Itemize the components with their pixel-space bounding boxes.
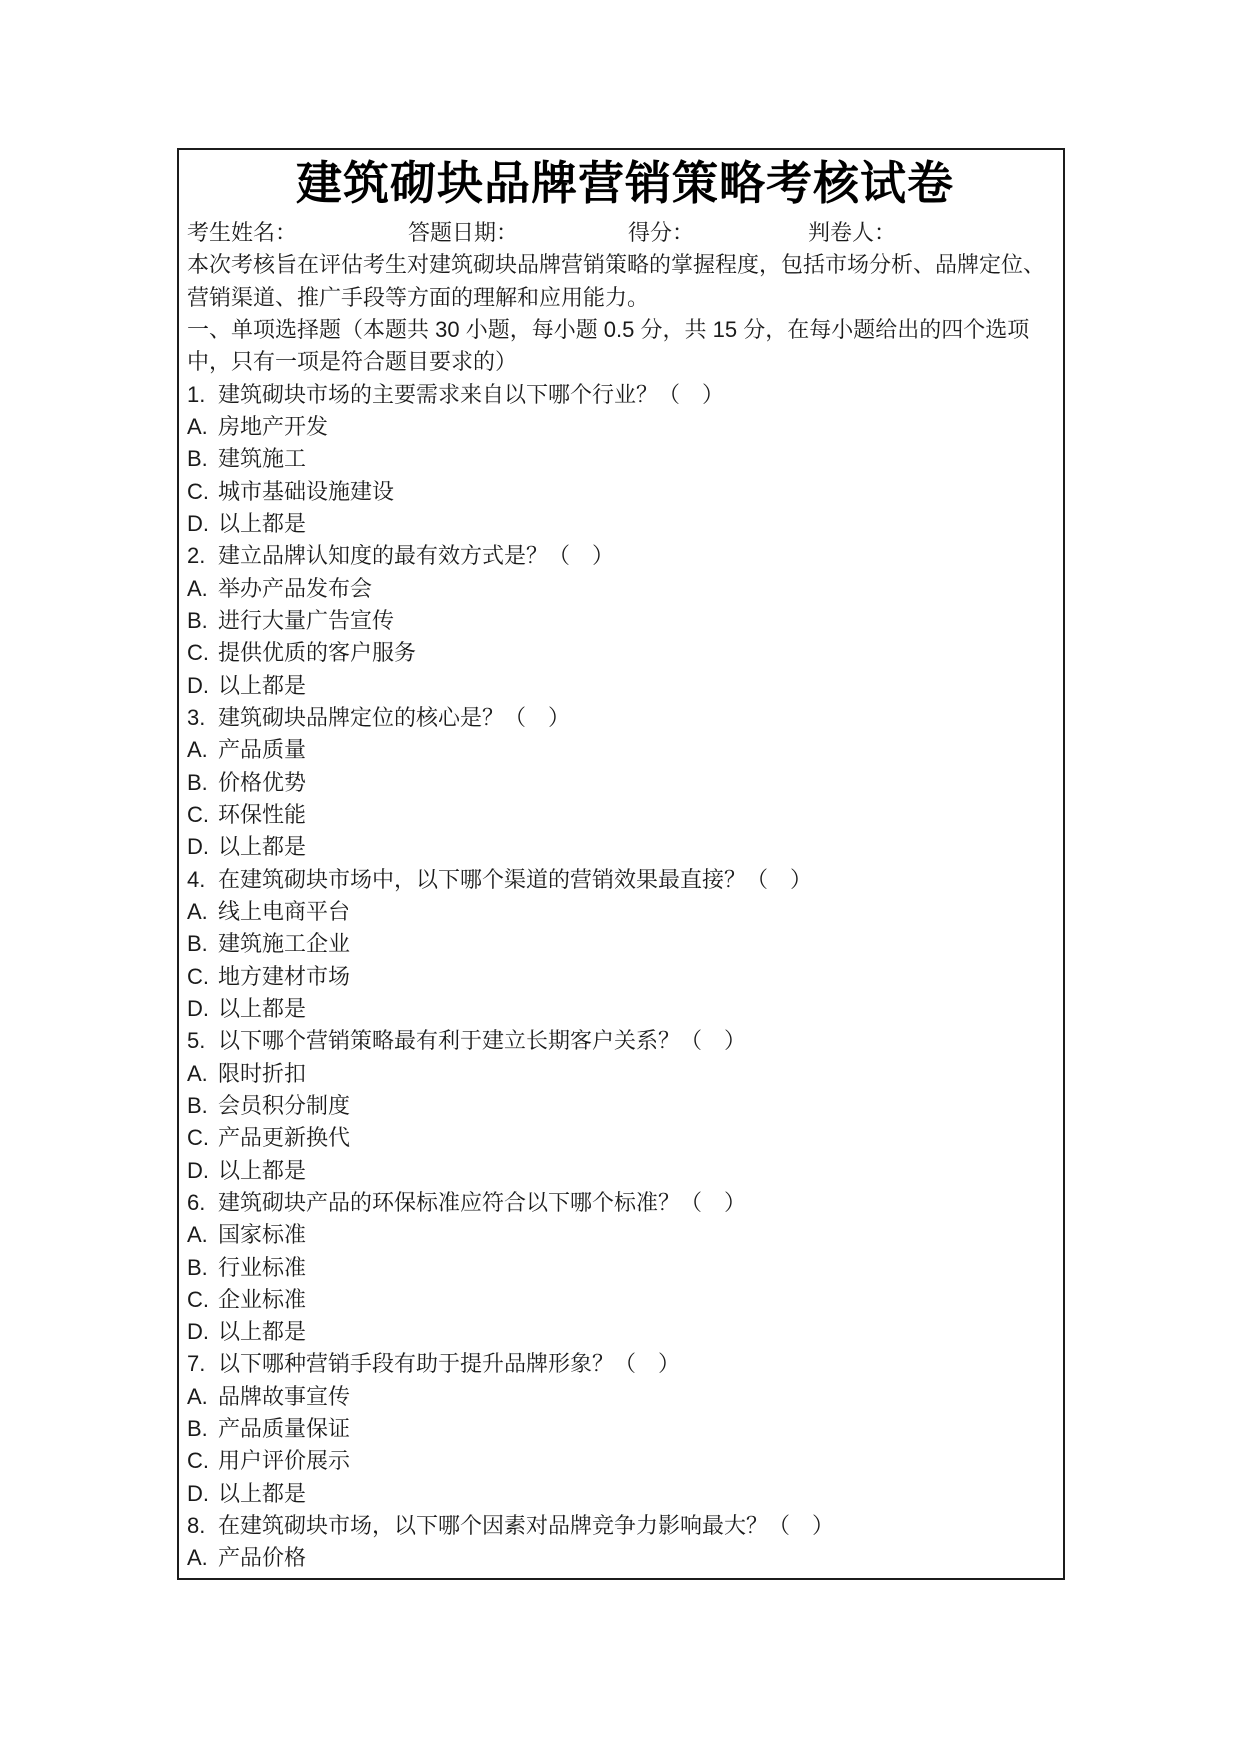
option-letter: B. [187,607,208,633]
option-item [187,637,1063,669]
option-letter: B. [187,1254,208,1280]
option-letter: D. [187,995,209,1021]
question-text-line [187,1348,1063,1380]
option-text: 举办产品发布会 [218,575,373,601]
option-item [187,1284,1063,1316]
option-text: 价格优势 [218,769,307,795]
option-item [187,1478,1063,1510]
option-item [187,1316,1063,1348]
option-item [187,1381,1063,1413]
header-field-score: 得分： [628,220,695,245]
option-item [187,573,1063,605]
option-text: 提供优质的客户服务 [218,640,417,666]
question-item [187,1187,1063,1349]
question-text: 在建筑砌块市场，以下哪个因素对品牌竞争力影响最大？（ ） [218,1513,835,1539]
option-item [187,476,1063,508]
option-item [187,928,1063,960]
exam-description [187,249,1063,314]
option-letter: D. [187,672,209,698]
option-text: 城市基础设施建设 [218,478,395,504]
question-item [187,702,1063,864]
option-text: 行业标准 [218,1254,307,1280]
option-text: 建筑施工企业 [218,931,351,957]
option-letter: D. [187,1480,209,1506]
option-item [187,799,1063,831]
question-text-line [187,379,1063,411]
question-number: 7. [187,1351,206,1377]
option-letter: A. [187,1545,208,1571]
question-text-line [187,702,1063,734]
option-letter: A. [187,413,208,439]
question-options [187,1058,1063,1187]
option-letter: C. [187,801,209,827]
option-text: 以上都是 [218,1157,307,1183]
question-options [187,1381,1063,1510]
option-letter: C. [187,1448,209,1474]
option-letter: D. [187,834,209,860]
header-field-candidate-name: 考生姓名： [187,220,298,245]
option-letter: A. [187,737,208,763]
option-text: 产品质量保证 [218,1416,351,1442]
option-text: 地方建材市场 [218,963,351,989]
question-options [187,896,1063,1025]
option-text: 以上都是 [218,1319,307,1345]
option-letter: C. [187,1125,209,1151]
description-line: 本次考核旨在评估考生对建筑砌块品牌营销策略的掌握程度，包括市场分析、品牌定位、 [187,252,1046,278]
question-text-line [187,1187,1063,1219]
option-item [187,1058,1063,1090]
option-item [187,1445,1063,1477]
question-number: 1. [187,381,206,407]
question-text: 建筑砌块品牌定位的核心是？（ ） [218,704,571,730]
option-text: 以上都是 [218,672,307,698]
option-text: 以上都是 [218,834,307,860]
option-text: 建筑施工 [218,446,307,472]
question-item [187,1025,1063,1187]
question-options [187,1219,1063,1348]
option-text: 限时折扣 [218,1060,307,1086]
option-text: 企业标准 [218,1286,307,1312]
option-item [187,734,1063,766]
header-field-answer-date: 答题日期： [408,220,519,245]
exam-header-row [187,217,1063,249]
option-item [187,831,1063,863]
option-letter: D. [187,1319,209,1345]
question-text: 建筑砌块产品的环保标准应符合以下哪个标准？（ ） [218,1189,747,1215]
option-letter: B. [187,1092,208,1118]
question-text-line [187,864,1063,896]
option-letter: B. [187,931,208,957]
option-item [187,1122,1063,1154]
option-letter: A. [187,1383,208,1409]
question-item [187,379,1063,541]
option-item [187,1155,1063,1187]
question-number: 6. [187,1189,206,1215]
option-text: 以上都是 [218,510,307,536]
option-item [187,670,1063,702]
option-text: 产品更新换代 [218,1125,351,1151]
option-item [187,1090,1063,1122]
section-heading-line: 中，只有一项是符合题目要求的） [187,349,518,375]
option-letter: A. [187,898,208,924]
question-text-line [187,540,1063,572]
option-item [187,605,1063,637]
option-text: 以上都是 [218,995,307,1021]
option-letter: B. [187,769,208,795]
question-item [187,1510,1063,1575]
option-item [187,961,1063,993]
option-text: 品牌故事宣传 [218,1383,351,1409]
option-item [187,508,1063,540]
header-field-grader: 判卷人： [808,220,897,245]
option-text: 线上电商平台 [218,898,351,924]
option-letter: C. [187,478,209,504]
question-text-line [187,1510,1063,1542]
question-number: 4. [187,866,206,892]
exam-paper [177,148,1065,1580]
option-letter: D. [187,1157,209,1183]
option-text: 以上都是 [218,1480,307,1506]
question-text: 建立品牌认知度的最有效方式是？（ ） [218,543,615,569]
question-text: 以下哪个营销策略最有利于建立长期客户关系？（ ） [218,1028,747,1054]
question-options [187,1542,1063,1574]
option-item [187,443,1063,475]
option-text: 会员积分制度 [218,1092,351,1118]
question-text: 建筑砌块市场的主要需求来自以下哪个行业？（ ） [218,381,725,407]
option-item [187,993,1063,1025]
option-text: 用户评价展示 [218,1448,351,1474]
option-text: 产品价格 [218,1545,307,1571]
exam-title: 建筑砌块品牌营销策略考核试卷 [296,157,954,209]
option-item [187,767,1063,799]
option-letter: A. [187,575,208,601]
option-letter: C. [187,1286,209,1312]
option-item [187,411,1063,443]
option-letter: B. [187,1416,208,1442]
section-heading [187,314,1063,379]
option-item [187,1219,1063,1251]
option-text: 产品质量 [218,737,307,763]
option-item [187,1413,1063,1445]
description-line: 营销渠道、推广手段等方面的理解和应用能力。 [187,284,650,310]
option-text: 房地产开发 [218,413,329,439]
question-options [187,411,1063,540]
question-item [187,540,1063,702]
section-heading-line: 一、单项选择题（本题共 30 小题，每小题 0.5 分，共 15 分，在每小题给出的四个选项 [187,316,1030,342]
question-item [187,1348,1063,1510]
option-item [187,1252,1063,1284]
question-number: 8. [187,1513,206,1539]
question-text: 在建筑砌块市场中，以下哪个渠道的营销效果最直接？（ ） [218,866,813,892]
option-item [187,1542,1063,1574]
option-letter: D. [187,510,209,536]
option-letter: A. [187,1060,208,1086]
option-letter: C. [187,640,209,666]
option-item [187,896,1063,928]
question-item [187,864,1063,1026]
question-text-line [187,1025,1063,1057]
question-text: 以下哪种营销手段有助于提升品牌形象？（ ） [218,1351,681,1377]
option-text: 环保性能 [218,801,307,827]
question-options [187,573,1063,702]
question-options [187,734,1063,863]
option-text: 国家标准 [218,1222,307,1248]
question-number: 5. [187,1028,206,1054]
option-letter: A. [187,1222,208,1248]
option-text: 进行大量广告宣传 [218,607,395,633]
question-list [187,379,1063,1575]
option-letter: C. [187,963,209,989]
question-number: 2. [187,543,206,569]
question-number: 3. [187,704,206,730]
option-letter: B. [187,446,208,472]
